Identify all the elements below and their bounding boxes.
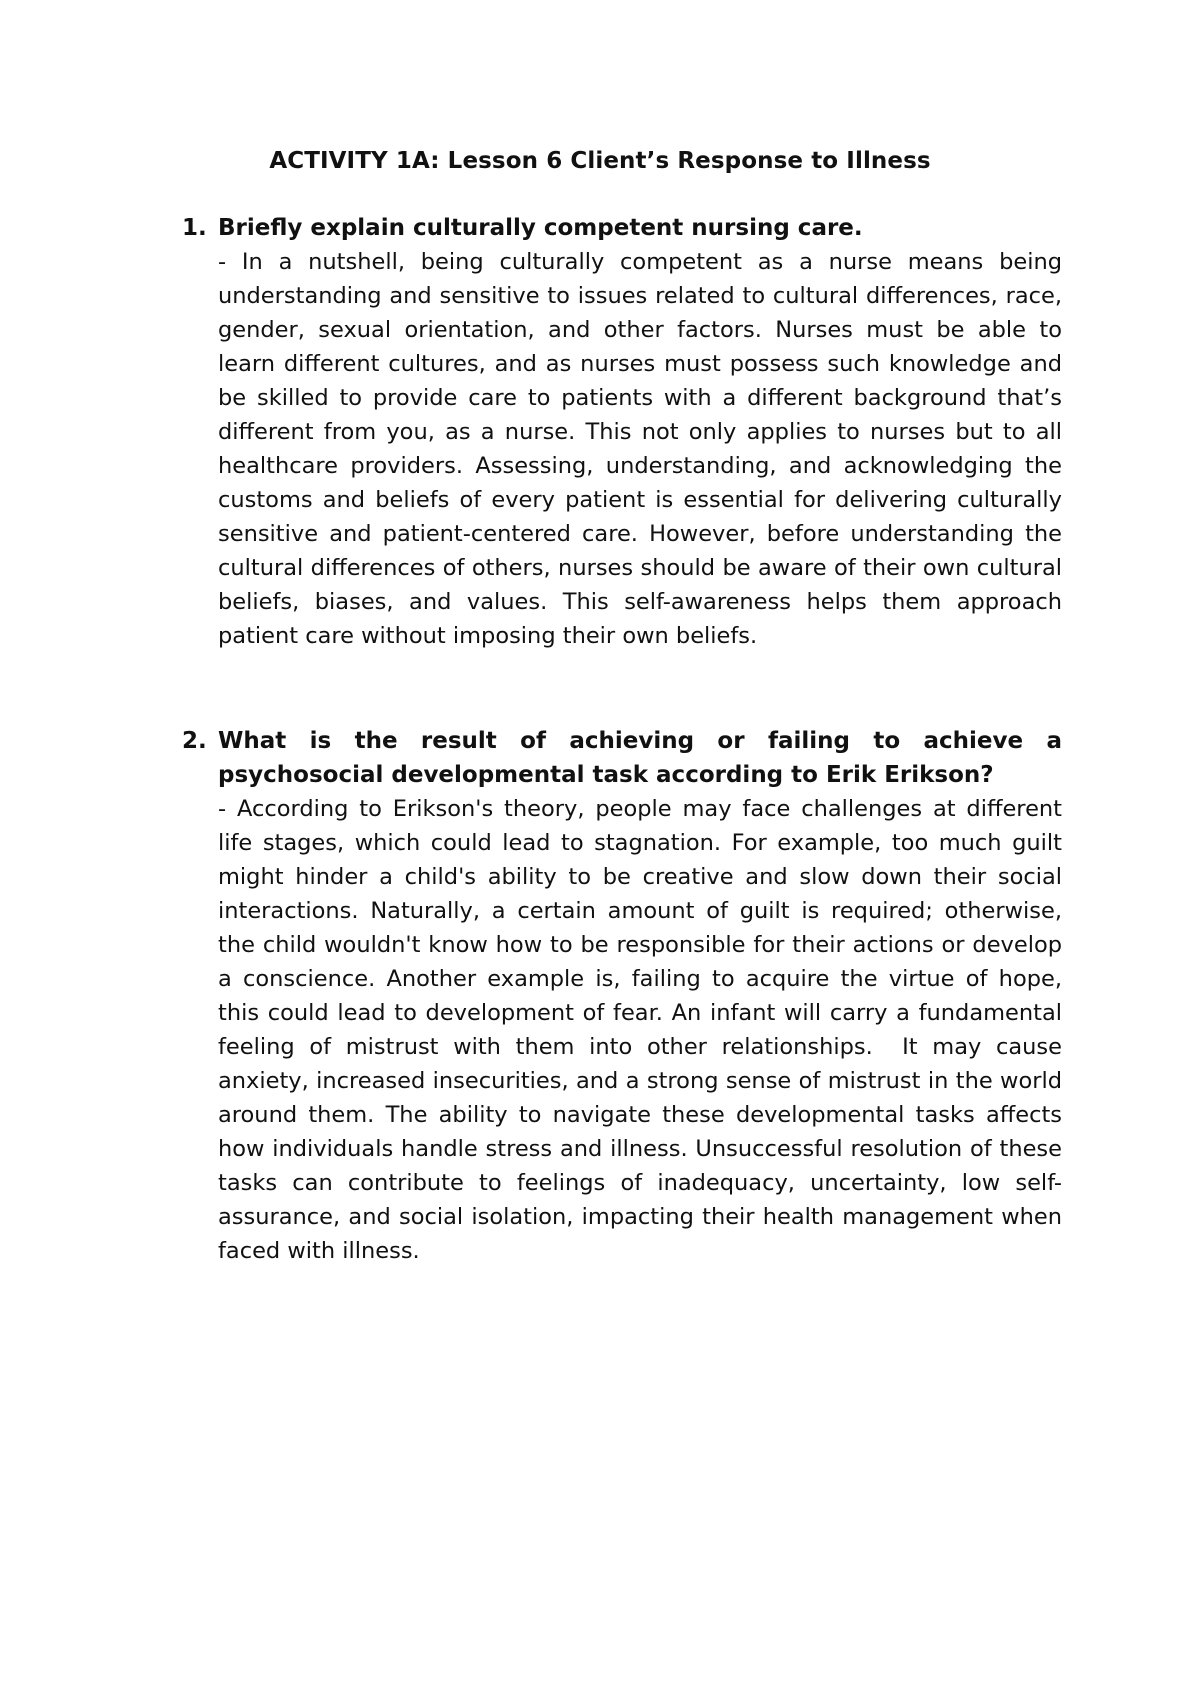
question-2-heading [182, 724, 1062, 792]
page-title: ACTIVITY 1A: Lesson 6 Client’s Response to Illness [269, 148, 931, 174]
question-2-number: 2. [182, 728, 207, 754]
question-1-number: 1. [182, 215, 207, 241]
answer-2: - According to Erikson's theory, people may face challenges at different life stages, which could lead to stagnation. For example, too much guilt might hinder a child's ability to be creative and slow down their social interactions. Naturally, a certain amount of guilt is required; otherwise, the child wouldn't know how to be responsible for their actions or develop a conscience. Another example is, failing to acquire the virtue of hope, this could lead to development of fear. An infant will carry a fundamental feeling of mistrust with them into other relationships. It may cause anxiety, increased insecurities, and a strong sense of mistrust in the world around them. The ability to navigate these developmental tasks affects how individuals handle stress and illness. Unsuccessful resolution of these tasks can contribute to feelings of inadequacy, uncertainty, low self-assurance, and social isolation, impacting their health management when faced with illness. [218, 796, 1070, 1264]
answer-1: - In a nutshell, being culturally competent as a nurse means being understanding and sensitive to issues related to cultural differences, race, gender, sexual orientation, and other factors. Nurses must be able to learn different cultures, and as nurses must possess such knowledge and be skilled to provide care to patients with a different background that’s different from you, as a nurse. This not only applies to nurses but to all healthcare providers. Assessing, understanding, and acknowledging the customs and beliefs of every patient is essential for delivering culturally sensitive and patient-centered care. However, before understanding the cultural differences of others, nurses should be aware of their own cultural beliefs, biases, and values. This self-awareness helps them approach patient care without imposing their own beliefs. [218, 249, 1062, 649]
question-1-text: Briefly explain culturally competent nursing care. [218, 215, 863, 241]
question-2 [182, 724, 1070, 1268]
question-1-heading [182, 211, 1062, 245]
question-2-text: What is the result of achieving or failing to achieve a psychosocial developmental task according to Erik Erikson? [218, 728, 1062, 788]
question-1 [182, 211, 1062, 653]
